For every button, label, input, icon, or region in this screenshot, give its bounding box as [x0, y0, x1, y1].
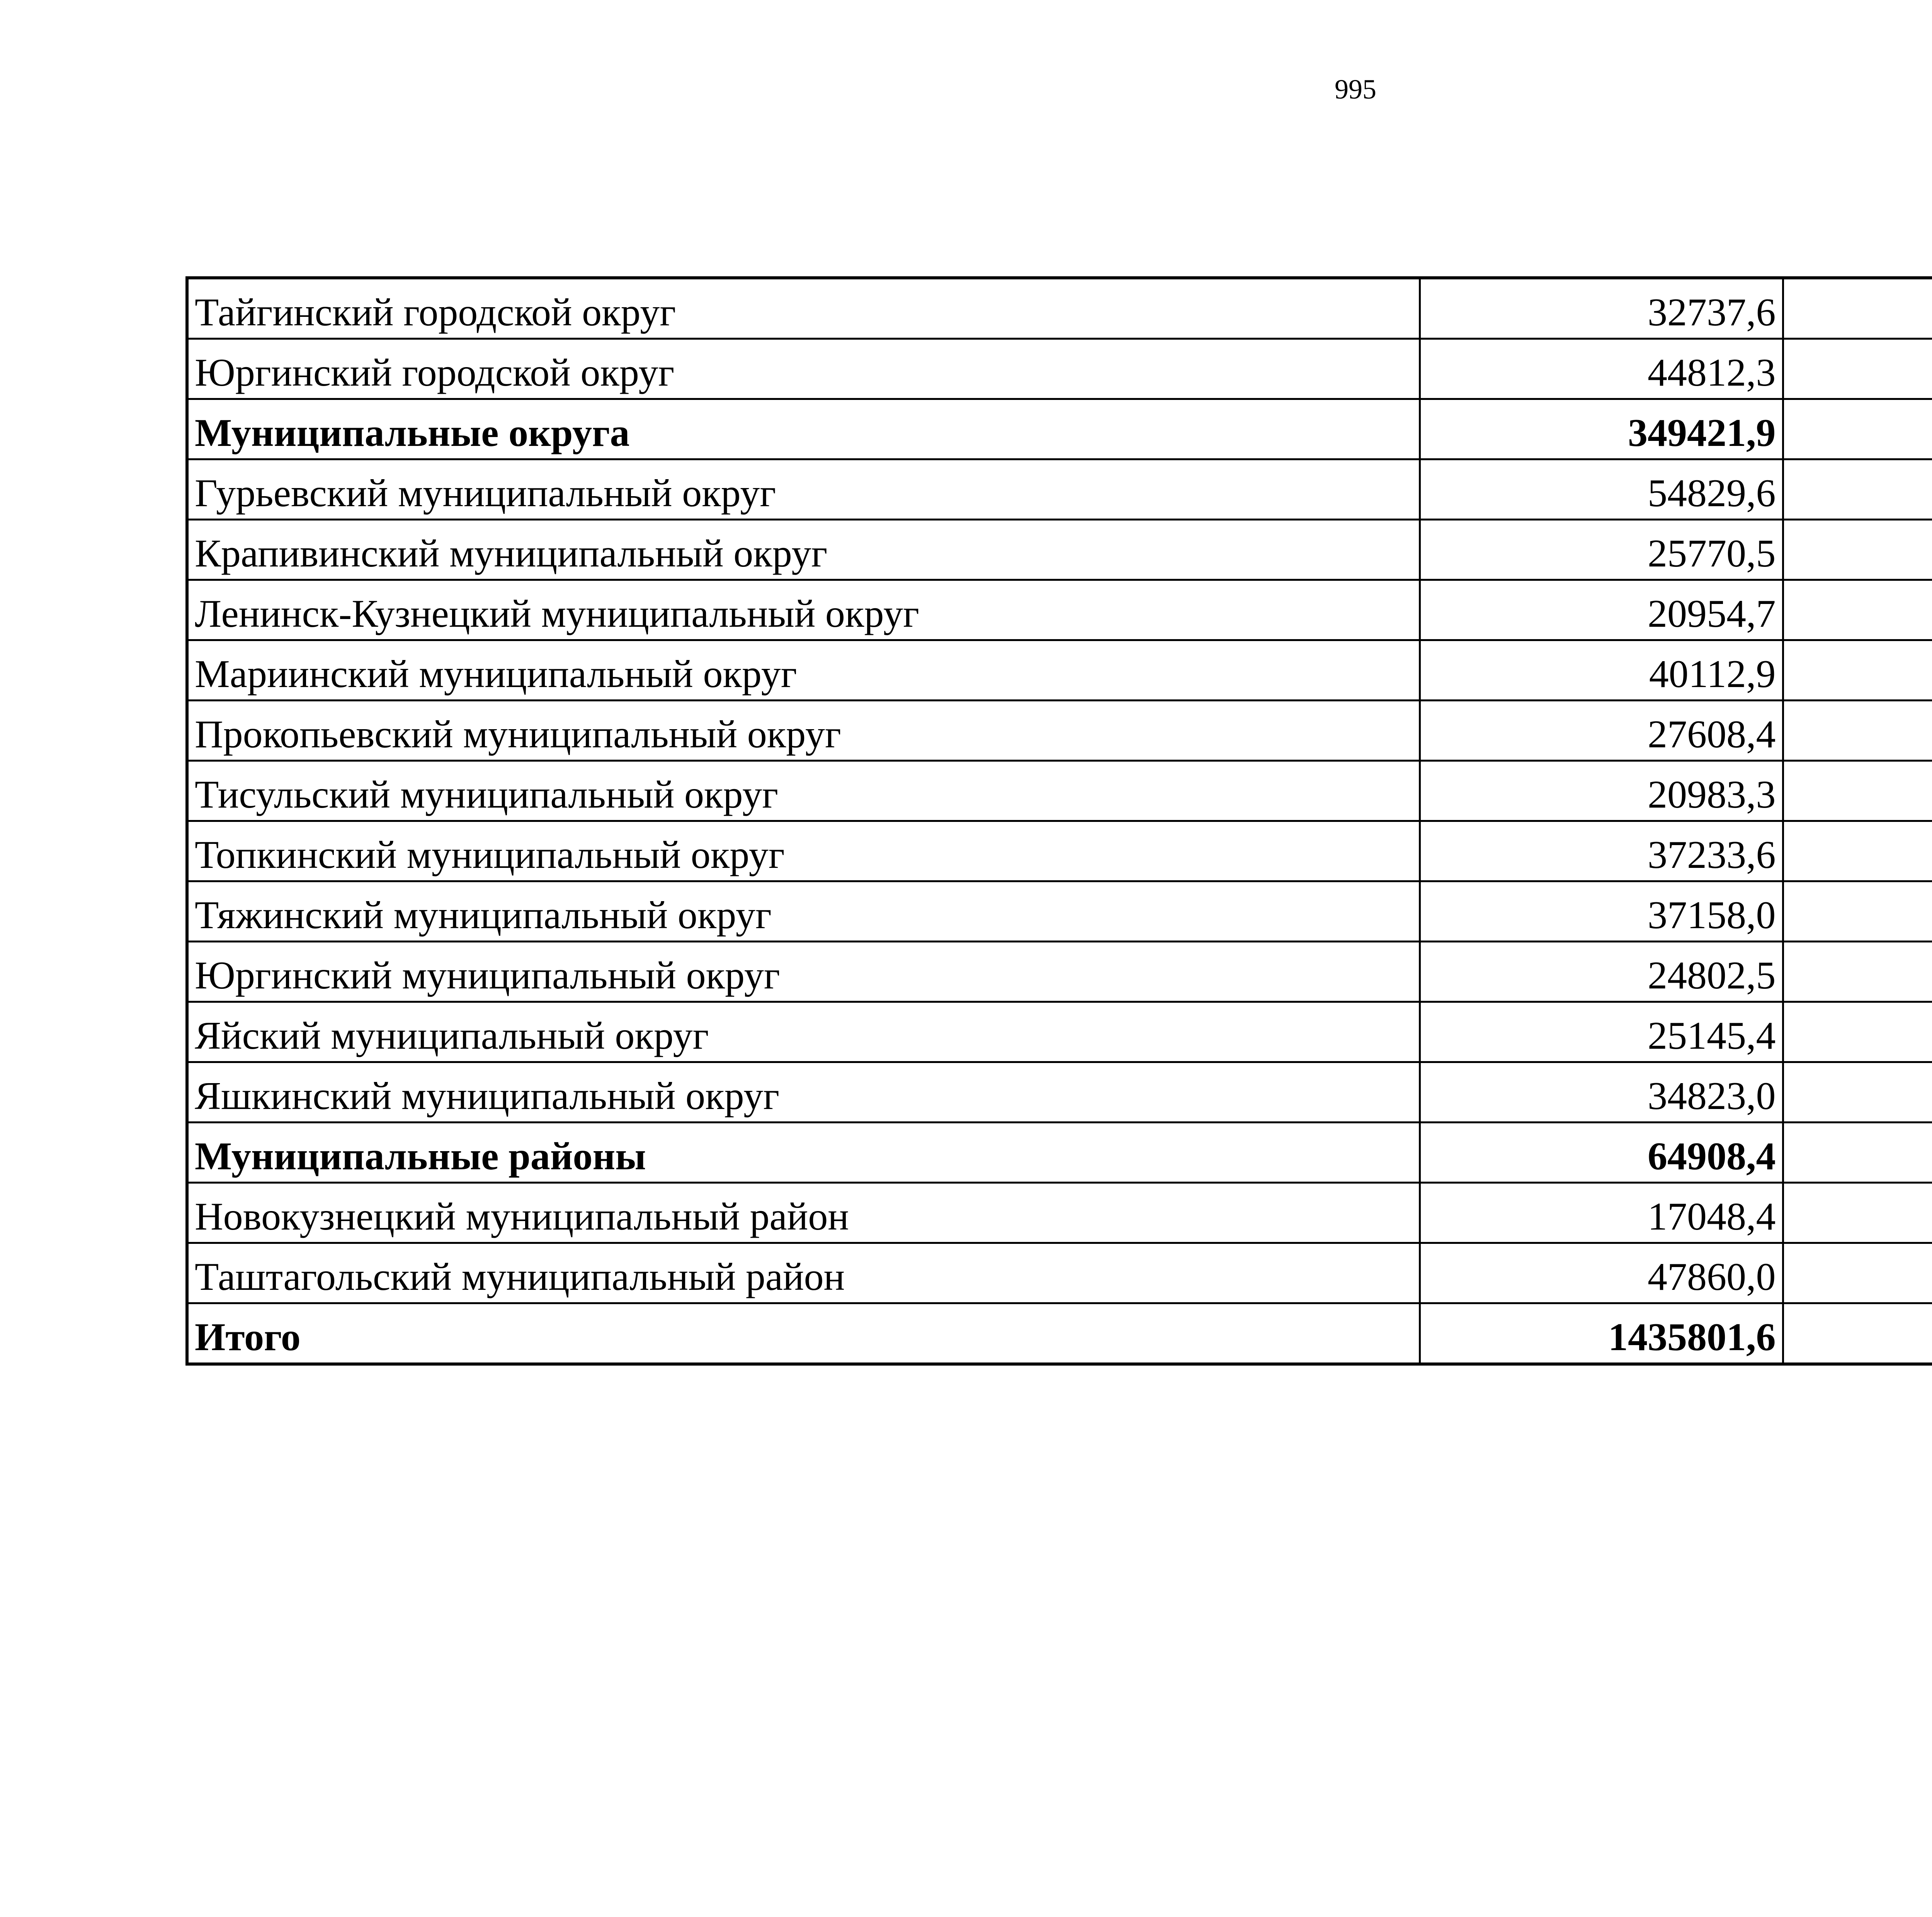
- value-cell-1: 44812,3: [1420, 339, 1783, 399]
- table-row-subtotal: [187, 399, 1932, 459]
- table-row: [187, 701, 1932, 761]
- value-cell-2: [1783, 1303, 1932, 1364]
- row-name-cell: Муниципальные округа: [187, 399, 1420, 459]
- value-cell-2: [1783, 881, 1932, 942]
- table-row-subtotal: [187, 1123, 1932, 1183]
- page-number: 995: [1335, 74, 1376, 105]
- row-name-cell: Юргинский муниципальный округ: [187, 942, 1420, 1002]
- value-cell-2: [1783, 339, 1932, 399]
- value-cell-1: 37158,0: [1420, 881, 1783, 942]
- table-row: [187, 580, 1932, 640]
- value-cell-1: 349421,9: [1420, 399, 1783, 459]
- table-row: [187, 761, 1932, 821]
- table-row: [187, 339, 1932, 399]
- value-cell-1: 17048,4: [1420, 1183, 1783, 1243]
- value-cell-2: [1783, 1123, 1932, 1183]
- value-cell-1: 47860,0: [1420, 1243, 1783, 1303]
- value-cell-2: [1783, 1243, 1932, 1303]
- value-cell-1: 25770,5: [1420, 520, 1783, 580]
- value-cell-1: 64908,4: [1420, 1123, 1783, 1183]
- value-cell-1: 32737,6: [1420, 278, 1783, 339]
- row-name-cell: Тайгинский городской округ: [187, 278, 1420, 339]
- row-name-cell: Гурьевский муниципальный округ: [187, 459, 1420, 520]
- value-cell-2: [1783, 1183, 1932, 1243]
- row-name-cell: Ленинск-Кузнецкий муниципальный округ: [187, 580, 1420, 640]
- table-row: [187, 1062, 1932, 1123]
- value-cell-1: 24802,5: [1420, 942, 1783, 1002]
- value-cell-2: [1783, 399, 1932, 459]
- row-name-cell: Тисульский муниципальный округ: [187, 761, 1420, 821]
- row-name-cell: Крапивинский муниципальный округ: [187, 520, 1420, 580]
- value-cell-2: [1783, 580, 1932, 640]
- value-cell-2: [1783, 1002, 1932, 1062]
- table-row: [187, 821, 1932, 881]
- value-cell-1: 25145,4: [1420, 1002, 1783, 1062]
- table-row: [187, 520, 1932, 580]
- value-cell-2: [1783, 520, 1932, 580]
- value-cell-1: 20983,3: [1420, 761, 1783, 821]
- value-cell-2: [1783, 821, 1932, 881]
- table-row: [187, 881, 1932, 942]
- value-cell-2: [1783, 761, 1932, 821]
- value-cell-1: 34823,0: [1420, 1062, 1783, 1123]
- row-name-cell: Топкинский муниципальный округ: [187, 821, 1420, 881]
- budget-table: [185, 276, 1932, 1366]
- table-row: [187, 1183, 1932, 1243]
- table-body: [187, 278, 1932, 1364]
- table-row: [187, 459, 1932, 520]
- value-cell-1: 20954,7: [1420, 580, 1783, 640]
- row-name-cell: Мариинский муниципальный округ: [187, 640, 1420, 701]
- row-name-cell: Прокопьевский муниципальный округ: [187, 701, 1420, 761]
- value-cell-2: [1783, 640, 1932, 701]
- value-cell-1: 54829,6: [1420, 459, 1783, 520]
- row-name-cell: Тяжинский муниципальный округ: [187, 881, 1420, 942]
- value-cell-2: [1783, 1062, 1932, 1123]
- value-cell-1: 40112,9: [1420, 640, 1783, 701]
- row-name-cell: Итого: [187, 1303, 1420, 1364]
- value-cell-1: 37233,6: [1420, 821, 1783, 881]
- table-row: [187, 942, 1932, 1002]
- row-name-cell: Яйский муниципальный округ: [187, 1002, 1420, 1062]
- table-row: [187, 278, 1932, 339]
- value-cell-2: [1783, 701, 1932, 761]
- value-cell-2: [1783, 278, 1932, 339]
- row-name-cell: Таштагольский муниципальный район: [187, 1243, 1420, 1303]
- table-row: [187, 1002, 1932, 1062]
- row-name-cell: Яшкинский муниципальный округ: [187, 1062, 1420, 1123]
- row-name-cell: Муниципальные районы: [187, 1123, 1420, 1183]
- value-cell-2: [1783, 459, 1932, 520]
- table-row: [187, 1243, 1932, 1303]
- row-name-cell: Новокузнецкий муниципальный район: [187, 1183, 1420, 1243]
- value-cell-1: 1435801,6: [1420, 1303, 1783, 1364]
- table-row-subtotal: [187, 1303, 1932, 1364]
- row-name-cell: Юргинский городской округ: [187, 339, 1420, 399]
- value-cell-1: 27608,4: [1420, 701, 1783, 761]
- value-cell-2: [1783, 942, 1932, 1002]
- table-row: [187, 640, 1932, 701]
